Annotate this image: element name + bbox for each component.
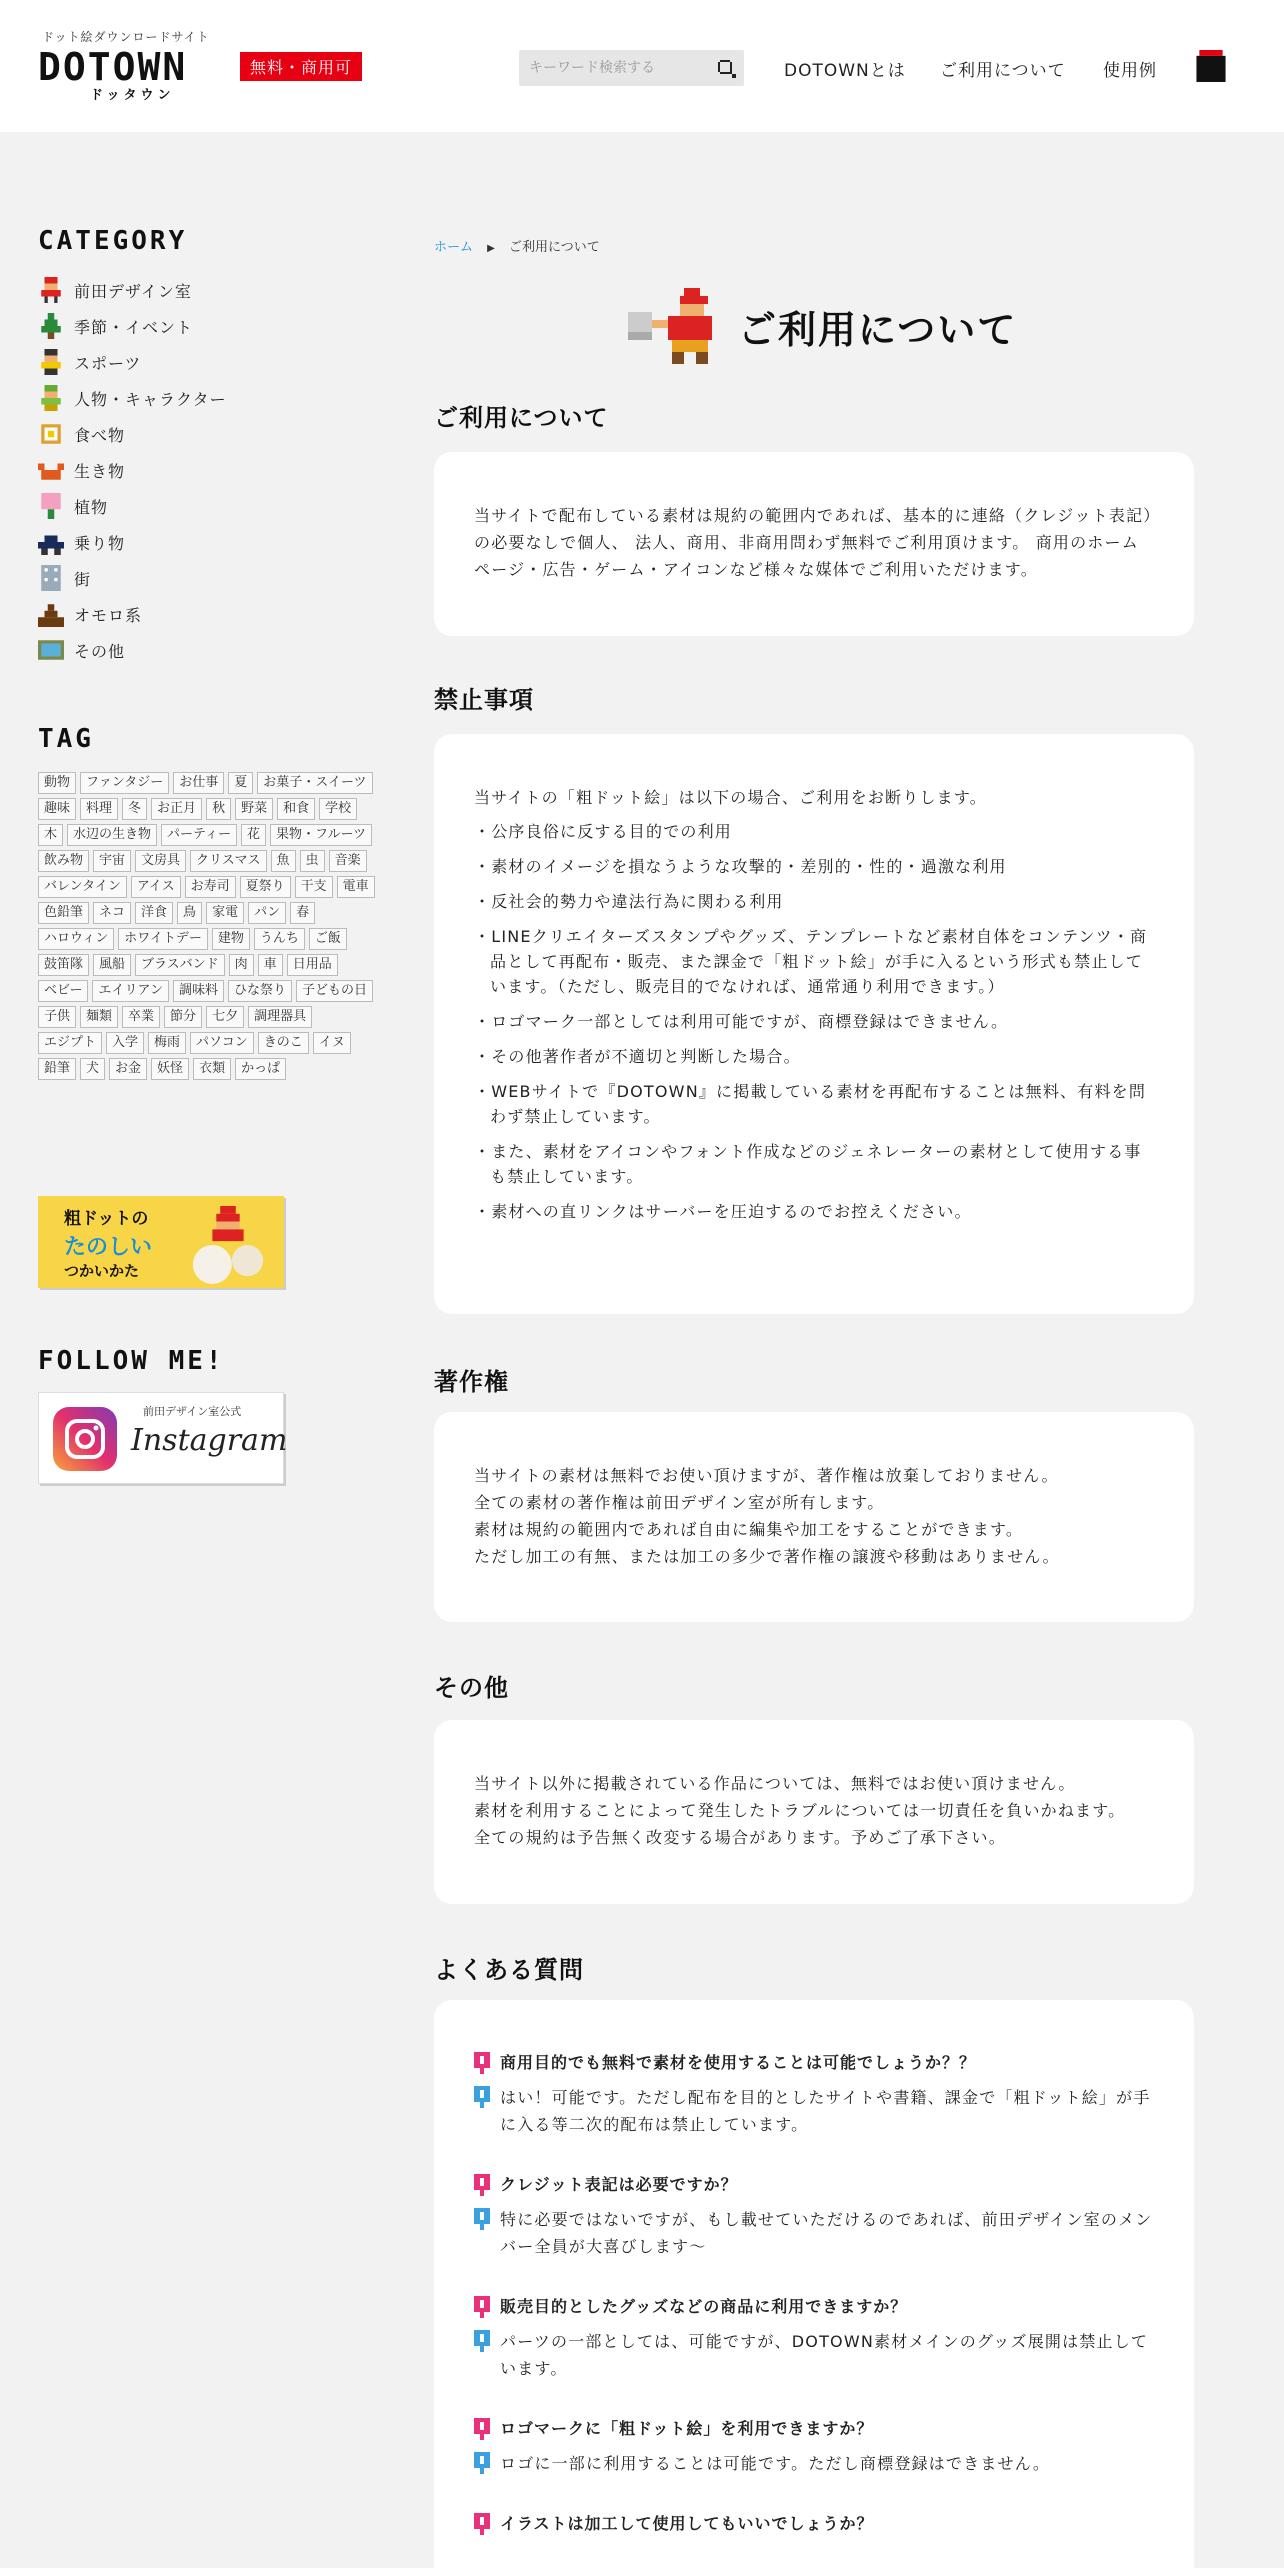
question-marker-icon	[474, 2174, 490, 2196]
copyright-line: ただし加工の有無、または加工の多少で著作権の譲渡や移動はありません。	[474, 1547, 1060, 1566]
category-label: 植物	[74, 497, 109, 517]
tag-chip[interactable]: ネコ	[93, 902, 131, 924]
prohibited-item: ・ロゴマーク一部としては利用可能ですが、商標登録はできません。	[474, 1012, 1009, 1031]
flower-icon	[38, 493, 64, 519]
copyright-line: 素材は規約の範囲内であれば自由に編集や加工をすることができます。	[474, 1520, 1024, 1539]
tag-chip[interactable]: 建物	[212, 928, 250, 950]
tag-chip[interactable]: イヌ	[313, 1032, 351, 1054]
question-marker-icon	[474, 2296, 490, 2318]
category-label: オモロ系	[74, 605, 143, 625]
tag-chip[interactable]: 料理	[80, 798, 118, 820]
prohibited-item: ・WEBサイトで『DOTOWN』に掲載している素材を再配布することは無料、有料を問わず禁止しています。	[474, 1082, 1147, 1126]
category-heading: CATEGORY	[38, 226, 188, 256]
site-logo[interactable]: DOTOWN	[38, 45, 188, 89]
tag-chip[interactable]: エジプト	[38, 1032, 102, 1054]
question-marker-icon	[474, 2418, 490, 2440]
faq-question: イラストは加工して使用してもいいでしょうか？	[500, 2514, 874, 2533]
tag-chip[interactable]: ブラスバンド	[135, 954, 225, 976]
tag-chip[interactable]: 色鉛筆	[38, 902, 89, 924]
tag-chip[interactable]: 子どもの日	[296, 980, 373, 1002]
faq-item	[474, 2050, 1154, 2138]
category-item[interactable]	[38, 452, 368, 488]
other-line: 当サイト以外に掲載されている作品については、無料ではお使い頂けません。	[474, 1774, 1076, 1793]
instagram-banner[interactable]	[38, 1392, 288, 1484]
person-character-icon	[38, 385, 64, 411]
tag-chip[interactable]: 鼓笛隊	[38, 954, 89, 976]
copyright-line: 当サイトの素材は無料でお使い頂けますが、著作権は放棄しておりません。	[474, 1466, 1059, 1485]
tag-chip[interactable]: 和食	[277, 798, 315, 820]
tag-chip[interactable]: 文房具	[135, 850, 186, 872]
tag-chip[interactable]: 梅雨	[148, 1032, 186, 1054]
nav-about-dotown[interactable]: DOTOWNとは	[784, 61, 906, 81]
follow-heading: FOLLOW ME!	[38, 1346, 225, 1376]
tag-chip[interactable]: 調理器具	[248, 1006, 312, 1028]
tag-chip[interactable]: お金	[109, 1058, 147, 1080]
poop-icon	[38, 601, 64, 627]
banner-line1: 粗ドットの	[64, 1209, 149, 1229]
tag-chip[interactable]: パーティー	[161, 824, 237, 846]
breadcrumb	[434, 236, 600, 255]
tag-chip[interactable]: パソコン	[190, 1032, 254, 1054]
tag-chip[interactable]: パン	[248, 902, 286, 924]
instagram-subtitle: 前田デザイン室公式	[143, 1405, 242, 1418]
tag-chip[interactable]: お寿司	[185, 876, 236, 898]
category-item[interactable]	[38, 488, 368, 524]
tag-chip[interactable]: 七夕	[206, 1006, 244, 1028]
tag-chip[interactable]: アイス	[131, 876, 181, 898]
tag-chip[interactable]: 木	[38, 824, 63, 846]
category-list	[38, 272, 368, 668]
nav-terms-of-use[interactable]: ご利用について	[940, 61, 1066, 81]
tag-chip[interactable]: 車	[258, 954, 283, 976]
prohibited-item: ・公序良俗に反する目的での利用	[474, 822, 733, 841]
picture-frame-icon	[38, 637, 64, 663]
faq-answer: 特に必要ではないですが、もし載せていただけるのであれば、前田デザイン室のメンバー全員が大喜びします〜	[500, 2210, 1153, 2256]
other-heading: その他	[434, 1674, 509, 1702]
other-card	[434, 1720, 1194, 1904]
answer-marker-icon	[474, 2208, 490, 2230]
tag-chip[interactable]: 電車	[337, 876, 375, 898]
tag-chip[interactable]: 動物	[38, 772, 76, 794]
category-label: 季節・イベント	[74, 317, 194, 337]
tree-icon	[38, 313, 64, 339]
nav-usage-examples[interactable]: 使用例	[1103, 61, 1157, 81]
pixel-character-with-sign-icon	[628, 288, 724, 364]
category-label: 食べ物	[74, 425, 126, 445]
copyright-heading: 著作権	[434, 1368, 509, 1396]
tag-chip[interactable]: 飲み物	[38, 850, 89, 872]
category-label: 乗り物	[74, 533, 126, 553]
tag-chip[interactable]: ファンタジー	[80, 772, 169, 794]
tag-chip[interactable]: 節分	[164, 1006, 202, 1028]
tag-chip[interactable]: 子供	[38, 1006, 76, 1028]
category-item[interactable]	[38, 416, 368, 452]
breadcrumb-current: ご利用について	[509, 240, 600, 255]
page-title-area	[628, 288, 1017, 364]
prohibited-card	[434, 734, 1194, 1314]
tag-chip[interactable]: 学校	[319, 798, 357, 820]
category-item[interactable]	[38, 344, 368, 380]
site-tagline: ドット絵ダウンロードサイト	[42, 30, 210, 44]
breadcrumb-home[interactable]: ホーム	[434, 240, 474, 255]
answer-marker-icon	[474, 2452, 490, 2474]
prohibited-item: ・素材への直リンクはサーバーを圧迫するのでお控えください。	[474, 1202, 972, 1221]
prohibited-item: ・素材のイメージを損なうような攻撃的・差別的・性的・過激な利用	[474, 857, 1007, 876]
food-icon	[38, 421, 64, 447]
instagram-wordmark: Instagram	[131, 1423, 288, 1458]
tag-chip[interactable]: 野菜	[235, 798, 273, 820]
category-item[interactable]	[38, 380, 368, 416]
faq-question: ロゴマークに「粗ドット絵」を利用できますか？	[500, 2419, 874, 2438]
tag-chip[interactable]: 衣類	[193, 1058, 231, 1080]
bag-icon[interactable]	[1196, 50, 1226, 82]
faq-question: 商用目的でも無料で素材を使用することは可能でしょうか？？	[500, 2053, 977, 2072]
tag-chip[interactable]: お仕事	[173, 772, 224, 794]
tag-chip[interactable]: 果物・フルーツ	[270, 824, 372, 846]
tag-chip[interactable]: 鉛筆	[38, 1058, 76, 1080]
category-label: その他	[74, 641, 126, 661]
category-item[interactable]	[38, 272, 368, 308]
faq-card	[434, 2000, 1194, 2568]
tag-chip[interactable]: 宇宙	[93, 850, 131, 872]
tag-chip[interactable]: 春	[290, 902, 315, 924]
tag-chip[interactable]: 魚	[271, 850, 296, 872]
tag-chip[interactable]: お正月	[151, 798, 202, 820]
tag-chip[interactable]: ご飯	[309, 928, 347, 950]
copyright-line: 全ての素材の著作権は前田デザイン室が所有します。	[474, 1493, 885, 1512]
search-input[interactable]	[519, 50, 704, 86]
usage-text: 当サイトで配布している素材は規約の範囲内であれば、基本的に連絡（クレジット表記）の必要なしで個人、 法人、商用、非商用問わず無料でご利用頂けます。 商用のホームページ・広告・ゲーム・アイコンなど様々な媒体でご利用いただけます。	[474, 506, 1153, 579]
search-box	[519, 50, 744, 86]
tag-chip[interactable]: ハロウィン	[38, 928, 114, 950]
tag-chip[interactable]: ひな祭り	[228, 980, 292, 1002]
tag-chip[interactable]: 秋	[206, 798, 231, 820]
prohibited-item: ・また、素材をアイコンやフォント作成などのジェネレーターの素材として使用する事も禁止しています。	[474, 1142, 1142, 1186]
tag-chip[interactable]: 趣味	[38, 798, 76, 820]
category-item[interactable]	[38, 632, 368, 668]
prohibited-item: ・その他著作者が不適切と判断した場合。	[474, 1047, 801, 1066]
maeda-character-icon	[38, 277, 64, 303]
sports-player-icon	[38, 349, 64, 375]
tag-chip[interactable]: 干支	[295, 876, 333, 898]
prohibited-item: ・LINEクリエイターズスタンプやグッズ、テンプレートなど素材自体をコンテンツ・商品として再配布・販売、また課金で「粗ドット絵」が手に入るという形式も禁止しています。（ただし、販売目的でなければ、通常通り利用できます。）	[474, 927, 1148, 996]
tag-chip[interactable]: 風船	[93, 954, 131, 976]
usage-card	[434, 452, 1194, 636]
site-logo-kana: ドッタウン	[90, 88, 175, 103]
tag-chip[interactable]: 日用品	[287, 954, 338, 976]
site-header	[0, 0, 1284, 132]
faq-question: クレジット表記は必要ですか？	[500, 2175, 738, 2194]
tag-chip[interactable]: エイリアン	[92, 980, 168, 1002]
tag-chip[interactable]: バレンタイン	[38, 876, 127, 898]
tag-chip[interactable]: クリスマス	[190, 850, 266, 872]
copyright-card	[434, 1412, 1194, 1622]
tag-chip[interactable]: 花	[241, 824, 266, 846]
other-line: 素材を利用することによって発生したトラブルについては一切責任を負いかねます。	[474, 1801, 1126, 1820]
tag-chip[interactable]: ホワイトデー	[118, 928, 208, 950]
faq-question: 販売目的としたグッズなどの商品に利用できますか？	[500, 2297, 908, 2316]
tag-chip[interactable]: 水辺の生き物	[67, 824, 157, 846]
answer-marker-icon	[474, 2086, 490, 2108]
car-icon	[38, 529, 64, 555]
instagram-icon	[53, 1407, 117, 1471]
faq-item	[474, 2172, 1154, 2260]
answer-marker-icon	[474, 2330, 490, 2352]
category-item[interactable]	[38, 560, 368, 596]
faq-answer: ロゴに一部に利用することは可能です。ただし商標登録はできません。	[500, 2454, 1051, 2473]
category-label: 生き物	[74, 461, 126, 481]
tag-chip[interactable]: 鳥	[177, 902, 202, 924]
faq-item	[474, 2416, 1154, 2477]
tag-chip[interactable]: 肉	[229, 954, 254, 976]
usage-heading: ご利用について	[434, 404, 609, 432]
tag-chip[interactable]: きのこ	[258, 1032, 309, 1054]
tag-chip[interactable]: 家電	[206, 902, 244, 924]
banner-line3: つかいかた	[64, 1262, 140, 1280]
prohibited-heading: 禁止事項	[434, 686, 534, 714]
question-marker-icon	[474, 2052, 490, 2074]
category-label: 街	[74, 569, 92, 589]
tag-chip[interactable]: 麺類	[80, 1006, 118, 1028]
tag-chip[interactable]: 夏祭り	[240, 876, 291, 898]
tag-chip[interactable]: 入学	[106, 1032, 144, 1054]
tag-chip[interactable]: 洋食	[135, 902, 173, 924]
how-to-use-banner[interactable]	[38, 1196, 284, 1288]
faq-answer: はい！可能です。ただし配布を目的としたサイトや書籍、課金で「粗ドット絵」が手に入る等二次的配布は禁止しています。	[500, 2088, 1151, 2134]
prohibited-item: ・反社会的勢力や違法行為に関わる利用	[474, 892, 784, 911]
page-title: ご利用について	[738, 307, 1018, 352]
tag-chip[interactable]: 卒業	[122, 1006, 160, 1028]
faq-item	[474, 2294, 1154, 2382]
question-marker-icon	[474, 2513, 490, 2535]
tag-chip[interactable]: 調味料	[173, 980, 224, 1002]
faq-item	[474, 2511, 1154, 2537]
chevron-right-icon: ▶	[487, 243, 495, 254]
category-item[interactable]	[38, 308, 368, 344]
building-icon	[38, 565, 64, 591]
tag-chip[interactable]: お菓子・スイーツ	[257, 772, 372, 794]
category-item[interactable]	[38, 524, 368, 560]
egg-character-illustration	[188, 1206, 268, 1284]
tag-chip[interactable]: 妖怪	[151, 1058, 189, 1080]
tag-chip[interactable]: 音楽	[329, 850, 367, 872]
category-label: 前田デザイン室	[74, 281, 192, 301]
tag-list	[38, 772, 378, 1080]
banner-line2: たのしい	[64, 1235, 153, 1260]
tag-chip[interactable]: 虫	[300, 850, 325, 872]
tag-chip[interactable]: うんち	[254, 928, 305, 950]
tag-chip[interactable]: 犬	[80, 1058, 105, 1080]
category-label: スポーツ	[74, 353, 142, 373]
faq-heading: よくある質問	[434, 1956, 584, 1984]
category-item[interactable]	[38, 596, 368, 632]
tag-heading: TAG	[38, 724, 94, 754]
faq-answer: パーツの一部としては、可能ですが、DOTOWN素材メインのグッズ展開は禁止しています。	[500, 2332, 1149, 2378]
search-icon[interactable]	[718, 60, 736, 78]
tag-chip[interactable]: 夏	[228, 772, 253, 794]
tag-chip[interactable]: ベビー	[38, 980, 88, 1002]
crab-icon	[38, 457, 64, 483]
category-label: 人物・キャラクター	[74, 389, 227, 409]
prohibited-intro: 当サイトの「粗ドット絵」は以下の場合、ご利用をお断りします。	[474, 788, 987, 807]
tag-chip[interactable]: 冬	[122, 798, 147, 820]
tag-chip[interactable]: かっぱ	[235, 1058, 286, 1080]
free-commercial-badge: 無料・商用可	[240, 52, 362, 81]
other-line: 全ての規約は予告無く改変する場合があります。予めご了承下さい。	[474, 1828, 1006, 1847]
